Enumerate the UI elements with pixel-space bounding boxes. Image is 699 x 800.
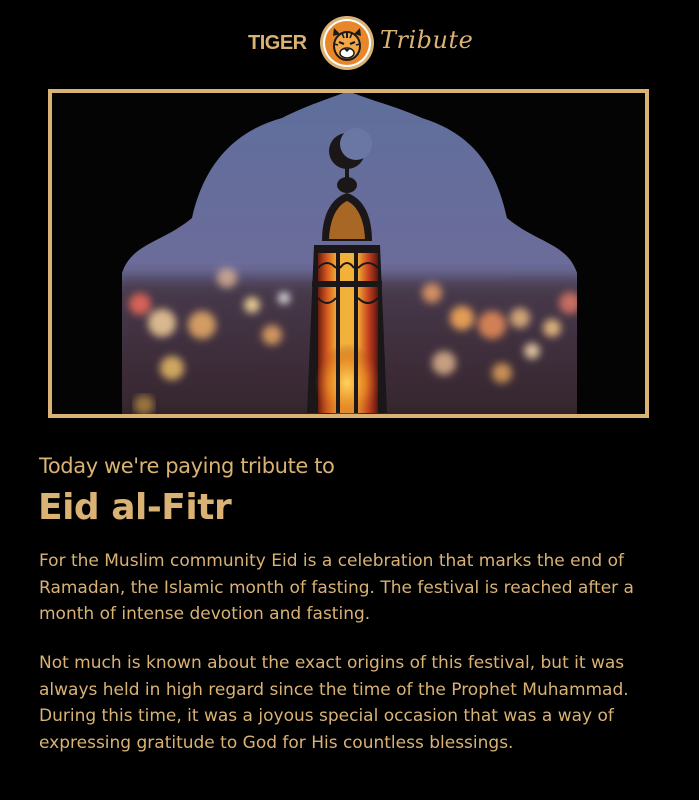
article-kicker: Today we're paying tribute to — [39, 454, 335, 478]
hero-image-frame — [48, 89, 649, 418]
article-paragraph-1: For the Muslim community Eid is a celebration that marks the end of Ramadan, the Islamic month of fasting. The festival is reached after a month of intense devotion and fasting. — [39, 551, 634, 624]
article-paragraph-2: Not much is known about the exact origins of this festival, but it was always held in high regard since the time of the Prophet Muhammad. During this time, it was a joyous special occasion that was a way of expressing gratitude to God for His countless blessings. — [39, 653, 629, 753]
brand-wordmark: TIGER — [248, 32, 307, 54]
brand-header — [0, 12, 699, 76]
article-title: Eid al-Fitr — [38, 487, 232, 528]
ramadan-lantern-image — [52, 93, 645, 414]
tiger-logo-icon[interactable] — [318, 14, 376, 72]
brand-script-wordmark: Tribute — [380, 26, 474, 54]
